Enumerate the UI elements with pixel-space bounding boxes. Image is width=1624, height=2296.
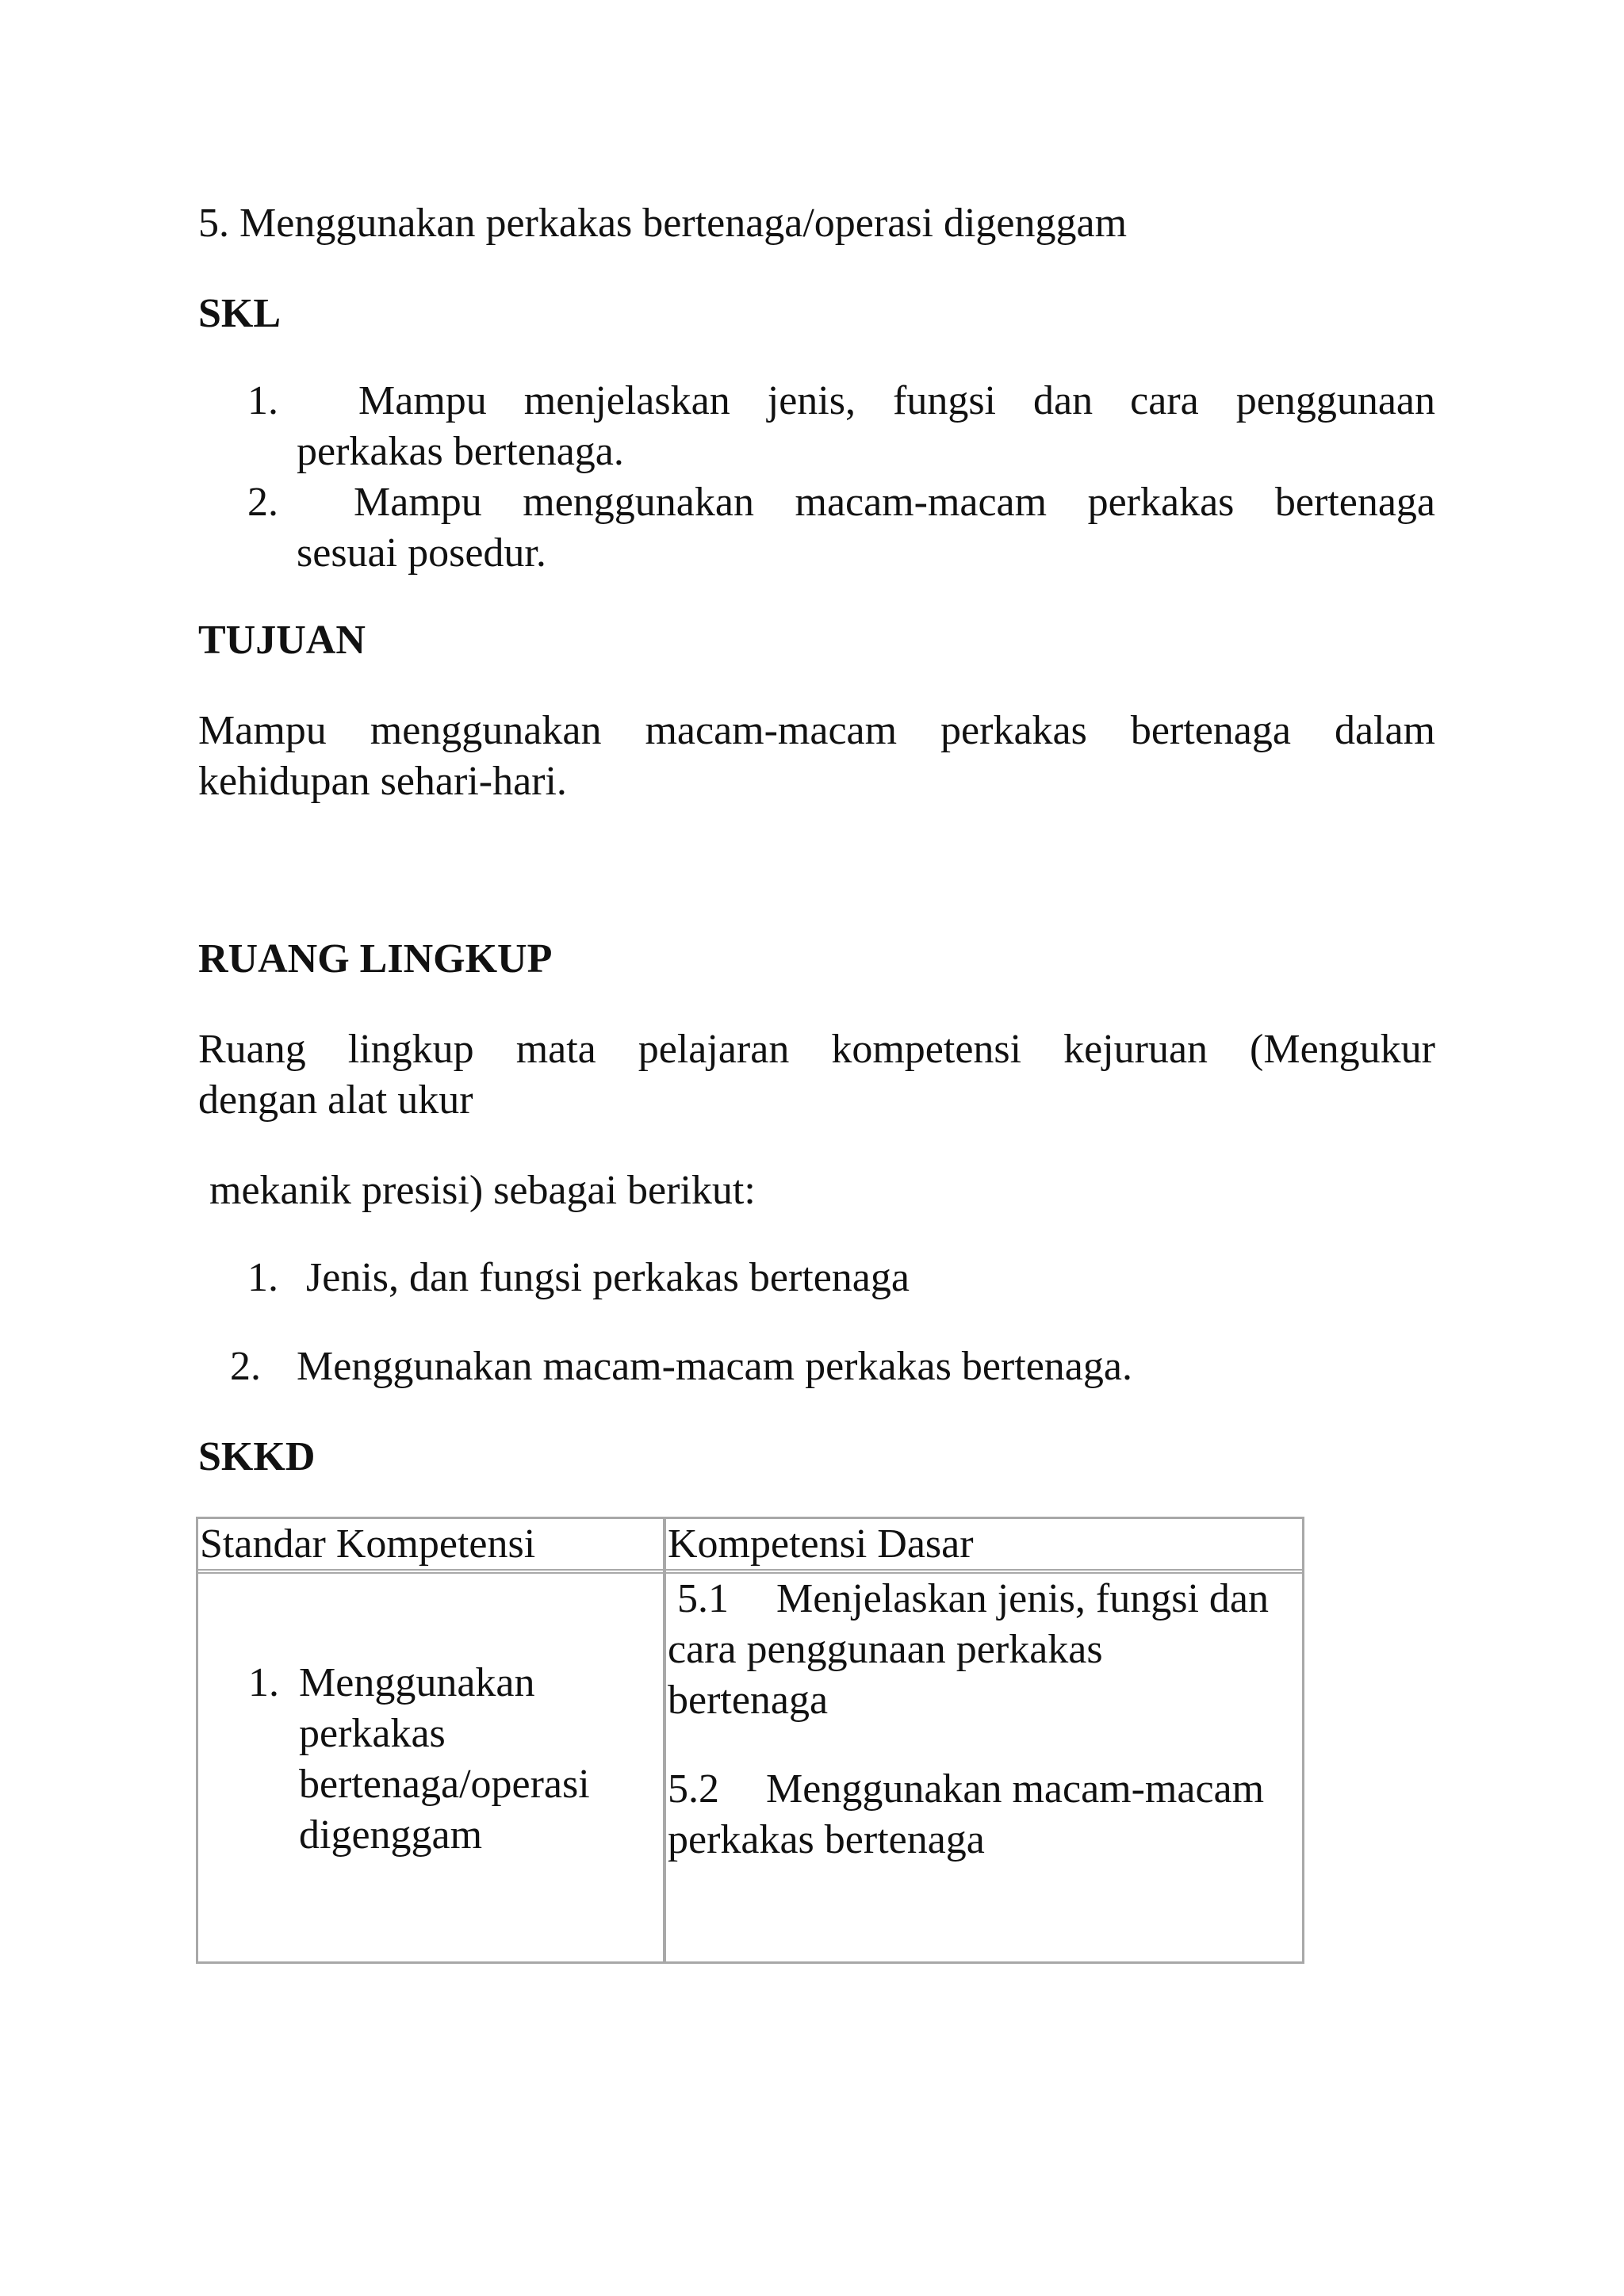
ruang-lingkup-line3: mekanik presisi) sebagai berikut: (209, 1168, 756, 1213)
skl-item-1-line2: perkakas bertenaga. (297, 429, 624, 474)
kd-5-1-line1: Menjelaskan jenis, fungsi dan (776, 1576, 1269, 1621)
table-column-divider (663, 1519, 666, 1961)
ruang-lingkup-item-2-number: 2. (230, 1344, 261, 1389)
kd-5-2-line2: perkakas bertenaga (668, 1817, 985, 1862)
sk-item-line3: bertenaga/operasi (299, 1762, 590, 1807)
skkd-table (196, 1517, 1304, 1964)
ruang-lingkup-item-1-text: Jenis, dan fungsi perkakas bertenaga (306, 1255, 910, 1300)
ruang-lingkup-line2: dengan alat ukur (198, 1077, 473, 1123)
skl-heading: SKL (198, 291, 282, 336)
skl-item-1-number: 1. (247, 378, 278, 423)
tujuan-line1: Mampu menggunakan macam-macam perkakas bertenaga dalam (198, 708, 1435, 753)
intro-line: 5. Menggunakan perkakas bertenaga/operasi digenggam (198, 201, 1128, 246)
tujuan-heading: TUJUAN (198, 618, 366, 663)
kd-5-1-line3: bertenaga (668, 1678, 829, 1723)
skl-item-1-line1: Mampu menjelaskan jenis, fungsi dan cara penggunaan (358, 378, 1435, 423)
sk-item-line4: digenggam (299, 1812, 483, 1858)
ruang-lingkup-item-2-text: Menggunakan macam-macam perkakas bertenaga. (297, 1344, 1132, 1389)
skkd-heading: SKKD (198, 1434, 316, 1479)
sk-item-line1: Menggunakan (299, 1660, 535, 1705)
skl-item-2-line1: Mampu menggunakan macam-macam perkakas bertenaga (354, 480, 1435, 525)
skl-item-2-number: 2. (247, 480, 278, 525)
kd-5-2-number: 5.2 (668, 1766, 719, 1812)
skl-item-2-line2: sesuai posedur. (297, 530, 546, 576)
kd-5-2-line1: Menggunakan macam-macam (766, 1766, 1265, 1812)
table-header-kompetensi-dasar: Kompetensi Dasar (668, 1521, 974, 1567)
table-header-standar-kompetensi: Standar Kompetensi (200, 1521, 536, 1567)
sk-item-number: 1. (248, 1660, 279, 1705)
ruang-lingkup-item-1-number: 1. (247, 1255, 278, 1300)
tujuan-line2: kehidupan sehari-hari. (198, 759, 567, 804)
ruang-lingkup-line1: Ruang lingkup mata pelajaran kompetensi kejuruan (Mengukur (198, 1027, 1435, 1072)
ruang-lingkup-heading: RUANG LINGKUP (198, 936, 553, 982)
kd-5-1-line2: cara penggunaan perkakas (668, 1627, 1103, 1672)
kd-5-1-number: 5.1 (677, 1576, 729, 1621)
sk-item-line2: perkakas (299, 1711, 446, 1756)
